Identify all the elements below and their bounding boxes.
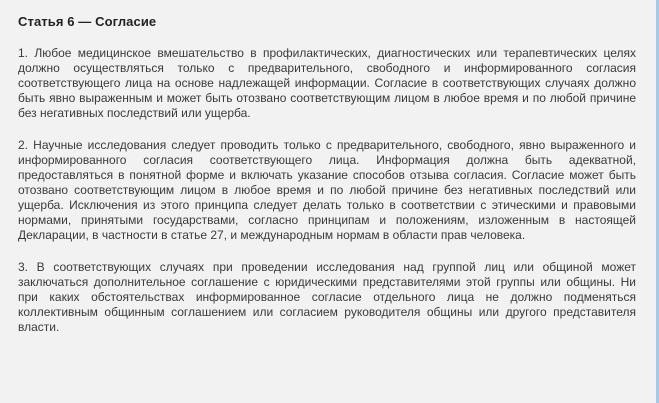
paragraph-3: 3. В соответствующих случаях при проведении исследования над группой лиц или общиной может заключаться дополнительное соглашение с юридическими представителями этой группы или общины. Ни при каких обстоятельствах информированное согласие отдельного лица не должно подменяться коллективным общинным соглашением или согласием руководителя общины или другого представителя власти. [18, 260, 636, 334]
paragraph-1: 1. Любое медицинское вмешательство в профилактических, диагностических или терапевтических целях должно осуществляться только с предварительного, свободного и информированного согласия соответствующего лица на основе надлежащей информации. Согласие в соответствующих случаях должно быть явно выраженным и может быть отозвано соответствующим лицом в любое время и по любой причине без негативных последствий или ущерба. [18, 46, 636, 120]
paragraph-2: 2. Научные исследования следует проводить только с предварительного, свободного, явно выраженного и информированного согласия соответствующего лица. Информация должна быть адекватной, предоставляться в понятной форме и включать указание способов отзыва согласия. Согласие может быть отозвано соответствующим лицом в любое время и по любой причине без негативных последствий или ущерба. Исключения из этого принципа следует делать только в соответствии с этическими и правовыми нормами, принятыми государствами, согласно принципам и положениям, изложенным в настоящей Декларации, в частности в статье 27, и международным нормам в области прав человека. [18, 138, 636, 242]
article-body [18, 46, 636, 352]
article-title: Статья 6 — Согласие [18, 14, 157, 29]
